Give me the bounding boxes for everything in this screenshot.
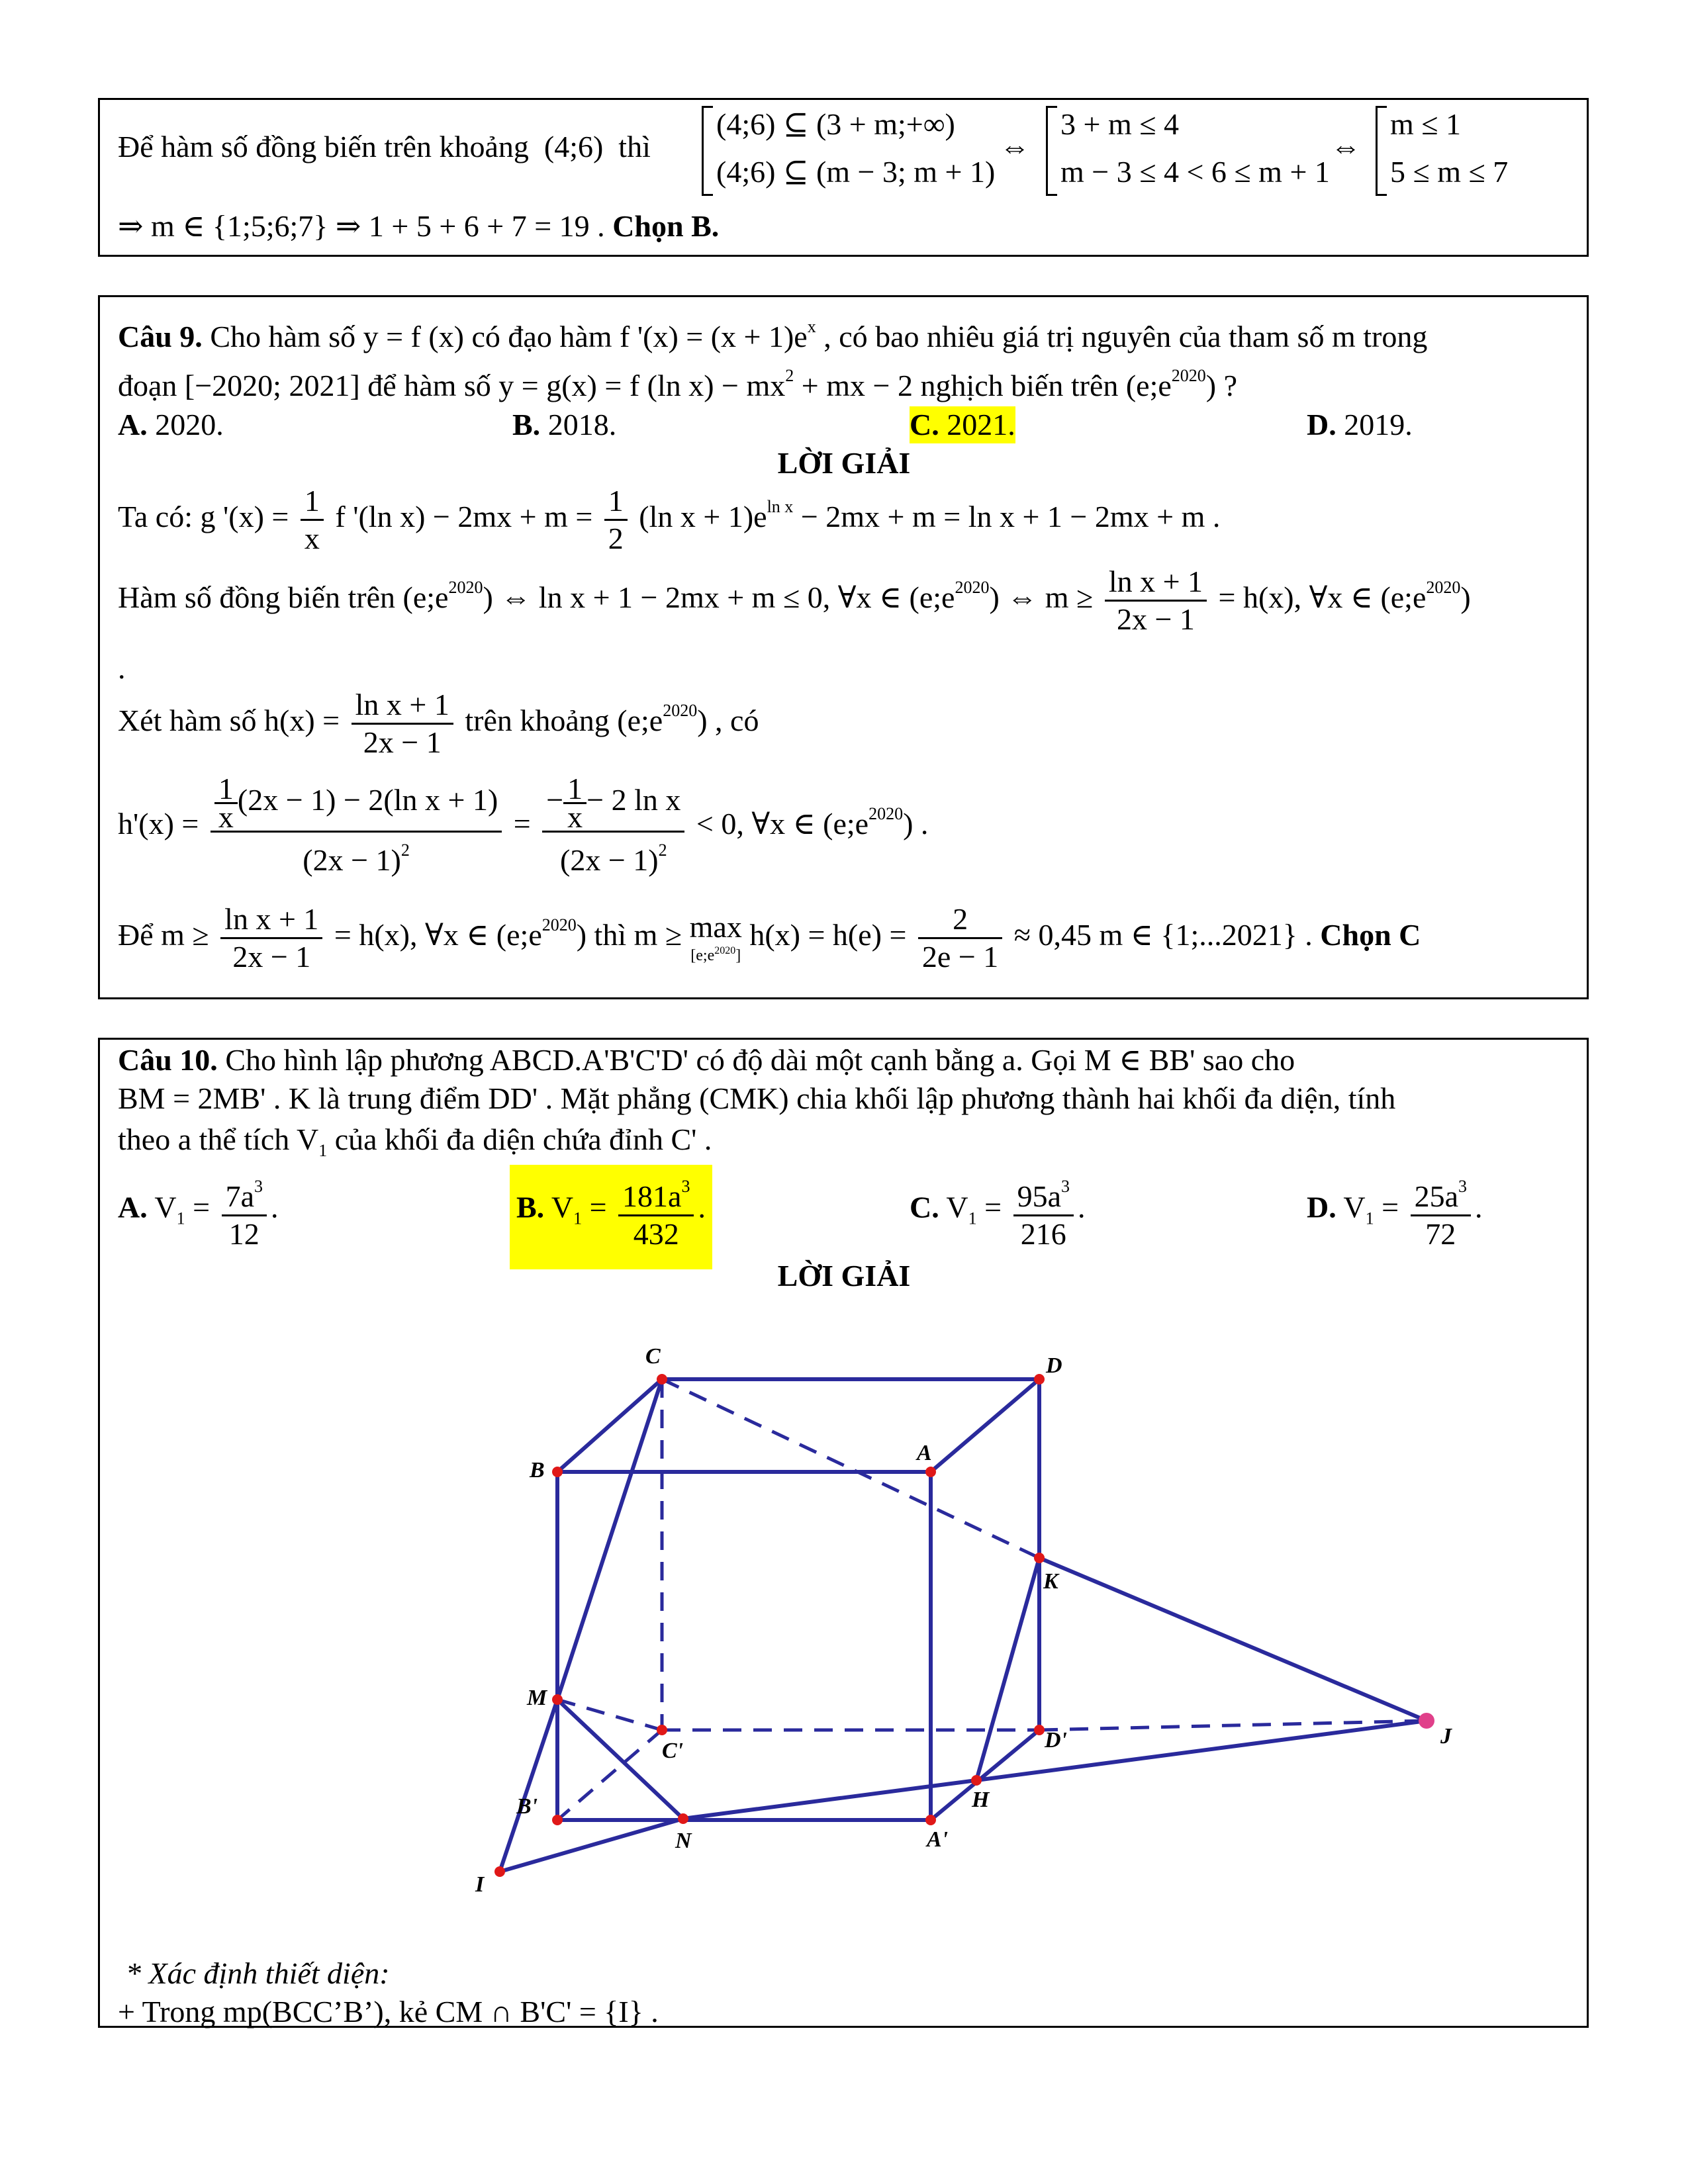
q9-option-d: D. 2019. (1307, 408, 1413, 441)
label-B: B (530, 1458, 545, 1482)
q9-stem-line-1: Câu 9. Cho hàm số y = f (x) có đạo hàm f '$(x) = (x + 1)e^x$ , có bao nhiêu giá trị nguyên của tham số m trong (118, 317, 1428, 353)
prev-system-1-row-2: (4;6) ⊆ (m − 3; m + 1) (716, 155, 996, 189)
prev-system-1-row-1: (4;6) ⊆ (3 + m;+∞) (716, 107, 955, 141)
q10-option-d: D. $V_1$ = $\frac{25a^3}{72}$ . (1307, 1169, 1483, 1252)
q9-solution-line-3: Xét hàm số h(x) = $\frac{\text{ln x + 1}}{2x - 1}$ trên khoảng $(e;e^{2020})$ , có (118, 688, 759, 759)
q9-stem-line-2: đoạn [−2020; 2021] để hàm số y = g(x) = f (ln $x) - mx^2$ + mx − 2 nghịch biến trên $(e;e^{2020})$ ? (118, 366, 1238, 402)
label-N: N (675, 1829, 692, 1853)
q10-option-c: C. $V_1$ = $\frac{95a^3}{216}$ . (910, 1169, 1086, 1252)
prev-line-1: Để hàm số đồng biến trên khoảng (4;6) thì (118, 130, 651, 163)
prev-system-3-row-1: m ≤ 1 (1390, 107, 1462, 141)
label-K: K (1043, 1569, 1058, 1594)
label-D: D (1046, 1353, 1062, 1378)
q9-option-c-highlighted: C. 2021. (910, 406, 1015, 443)
label-B-prime: B' (516, 1794, 538, 1819)
q10-option-a: A. $V_1$ = $\frac{7a^3}{12}$ . (118, 1169, 279, 1252)
figure-points (494, 1374, 1434, 1877)
figure-dashed-edges (557, 1379, 1427, 1820)
q10-stem-line-3: theo a thể tích $V_1$ của khối đa diện chứa đỉnh C' . (118, 1122, 712, 1160)
prev-system-3-row-2: 5 ≤ m ≤ 7 (1390, 155, 1509, 189)
q10-stem-line-2: BM = 2MB' . K là trung điểm DD' . Mặt phẳng (CMK) chia khối lập phương thành hai khối đa diện, tính (118, 1081, 1396, 1115)
prev-conclusion: ⇒ m ∈ {1;5;6;7} ⇒ 1 + 5 + 6 + 7 = 19 . Chọn B. (118, 209, 720, 243)
q10-solution-title: LỜI GIẢI (777, 1259, 911, 1293)
q9-solution-line-4: h'(x) = $\frac{1}{x}$ (2x − 1) − 2(ln x + 1) $(2x - 1)^2$ = − $\frac{1}{x}$ − 2 ln x $(2x - 1)^2$ < 0, ∀x ∈ $(e;e^{2020})$ . (118, 772, 929, 877)
prev-equiv-2: ⇔ (1331, 130, 1361, 163)
q9-solution-title: LỜI GIẢI (777, 446, 911, 480)
q10-stem-line-1: Câu 10. Cho hình lập phương ABCD.A'B'C'D' có độ dài một cạnh bằng a. Gọi M ∈ BB' sao cho (118, 1043, 1295, 1077)
label-C: C (645, 1344, 661, 1369)
q9-solution-line-2-dot: . (118, 651, 126, 685)
q9-solution-line-5: Để m ≥ $\frac{\text{ln x + 1}}{2x - 1}$ = h(x), ∀x ∈ $(e;e^{2020})$ thì m ≥ max $[e;e^{2020}]$ h(x) = h(e) = $\frac{2}{2e - 1}$ ≈ 0,45 m ∈ {1;...2021} . Chọn C (118, 902, 1421, 974)
label-A-prime: A' (927, 1827, 949, 1852)
q10-step-1: + Trong mp(BCC’B’), kẻ CM ∩ B'C' = {I} . (118, 1995, 659, 2028)
label-A: A (917, 1441, 932, 1465)
q10-option-b-highlighted: B. $V_1$ = $\frac{181a^3}{432}$ . (510, 1165, 712, 1269)
prev-system-2-row-2: m − 3 ≤ 4 < 6 ≤ m + 1 (1060, 155, 1330, 189)
q9-solution-line-2: Hàm số đồng biến trên $(e;e^{2020})$ ⇔ ln x + 1 − 2mx + m ≤ 0, ∀x ∈ $(e;e^{2020})$ ⇔ m ≥ $\frac{\text{ln x + 1}}{2x - 1}$ = h(x), ∀x ∈ $(e;e^{2020})$ (118, 565, 1471, 636)
label-M: M (527, 1686, 547, 1710)
label-I: I (475, 1872, 485, 1897)
label-C-prime: C' (662, 1739, 684, 1763)
label-H: H (972, 1788, 990, 1812)
label-J: J (1440, 1724, 1452, 1749)
q9-option-a: A. 2020. (118, 408, 224, 441)
label-D-prime: D' (1045, 1728, 1067, 1752)
q9-option-b: B. 2018. (512, 408, 617, 441)
prev-equiv-1: ⇔ (1000, 130, 1030, 163)
prev-system-2-row-1: 3 + m ≤ 4 (1060, 107, 1179, 141)
q9-solution-line-1: Ta có: g '(x) = $\frac{1}{x}$ f '(ln x) − 2mx + m = $\frac{1}{2}$ (ln $x + 1)e^{ln x} - 2mx + m = \ln x + 1 - 2mx + m$ . (118, 484, 1221, 555)
q10-note: * Xác định thiết diện: (126, 1956, 390, 1990)
